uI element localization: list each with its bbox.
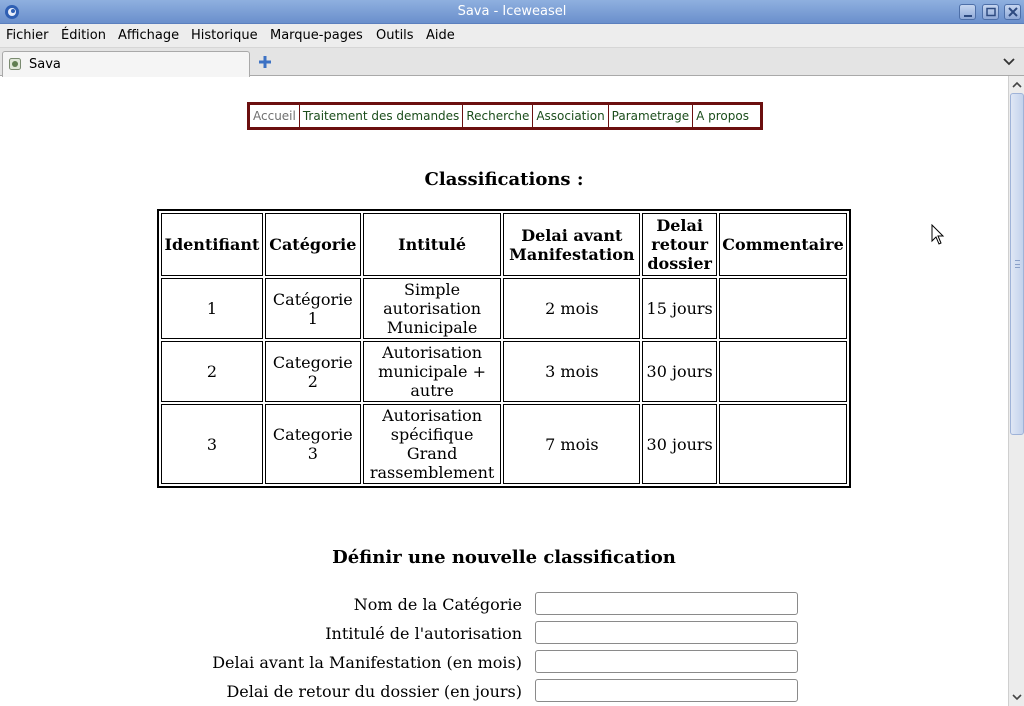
form-row-nom-categorie	[0, 592, 800, 616]
nav-association[interactable]: Association	[533, 105, 608, 127]
intitule-autorisation-input[interactable]	[535, 621, 798, 644]
nav-a-propos[interactable]: A propos	[696, 109, 749, 123]
nav-recherche[interactable]: Recherche	[463, 105, 533, 127]
cell-commentaire	[719, 341, 847, 402]
nav-menu	[247, 102, 763, 130]
nav-parametrage[interactable]: Parametrage	[609, 105, 693, 127]
page-content	[0, 77, 1008, 706]
menu-bar	[0, 24, 1024, 48]
label-delai-retour: Delai de retour du dossier (en jours)	[226, 682, 522, 701]
new-tab-icon[interactable]	[257, 54, 273, 70]
cell-delai-manifestation: 2 mois	[503, 278, 640, 339]
form-row-delai-manifestation	[0, 650, 800, 674]
scroll-down-arrow-icon[interactable]	[1010, 690, 1024, 704]
cell-identifiant: 1	[161, 278, 263, 339]
header-delai-manifestation: Delai avant Manifestation	[503, 213, 640, 276]
nav-traitement-des-demandes[interactable]: Traitement des demandes	[300, 105, 463, 127]
label-intitule-autorisation: Intitulé de l'autorisation	[325, 624, 522, 643]
header-delai-retour: Delai retour dossier	[642, 213, 717, 276]
delai-manifestation-input[interactable]	[535, 650, 798, 673]
close-button[interactable]	[1004, 4, 1021, 20]
scroll-up-arrow-icon[interactable]	[1010, 78, 1024, 92]
header-commentaire: Commentaire	[719, 213, 847, 276]
close-icon	[1007, 7, 1019, 18]
classifications-heading: Classifications :	[424, 169, 584, 190]
classifications-table	[157, 209, 851, 488]
menu-affichage[interactable]: Affichage	[118, 28, 180, 43]
table-row	[161, 341, 847, 402]
menu-edition[interactable]: Édition	[61, 28, 106, 43]
cell-delai-manifestation: 3 mois	[503, 341, 640, 402]
table-row	[161, 278, 847, 339]
menu-fichier[interactable]: Fichier	[6, 28, 49, 43]
minimize-button[interactable]	[959, 4, 976, 20]
cell-delai-retour: 15 jours	[642, 278, 717, 339]
page-favicon-icon	[9, 58, 21, 70]
menu-outils[interactable]: Outils	[376, 28, 414, 43]
nom-categorie-input[interactable]	[535, 592, 798, 615]
tab-bar	[0, 48, 1024, 76]
cell-commentaire	[719, 404, 847, 484]
menu-historique[interactable]: Historique	[191, 28, 258, 43]
table-header-row	[161, 213, 847, 276]
scrollbar-grip-icon	[1015, 260, 1020, 268]
window-title: Sava - Iceweasel	[457, 4, 567, 19]
scrollbar-thumb[interactable]	[1010, 93, 1024, 435]
vertical-scrollbar[interactable]	[1008, 76, 1024, 706]
cell-categorie: Catégorie 1	[265, 278, 361, 339]
table-row	[161, 404, 847, 484]
cell-categorie: Categorie 2	[265, 341, 361, 402]
menu-marque-pages[interactable]: Marque-pages	[270, 28, 363, 43]
header-categorie: Catégorie	[265, 213, 361, 276]
cell-delai-retour: 30 jours	[642, 404, 717, 484]
nav-accueil[interactable]: Accueil	[250, 105, 300, 127]
maximize-icon	[985, 7, 997, 18]
cell-identifiant: 2	[161, 341, 263, 402]
cell-intitule: Simple autorisation Municipale	[363, 278, 502, 339]
label-nom-categorie: Nom de la Catégorie	[353, 595, 522, 614]
tab-sava[interactable]	[2, 51, 250, 77]
tab-label: Sava	[29, 57, 61, 72]
minimize-icon	[962, 7, 974, 18]
cell-identifiant: 3	[161, 404, 263, 484]
mouse-pointer-icon	[931, 224, 945, 246]
header-identifiant: Identifiant	[161, 213, 263, 276]
cell-intitule: Autorisation municipale + autre	[363, 341, 502, 402]
cell-commentaire	[719, 278, 847, 339]
label-delai-manifestation: Delai avant la Manifestation (en mois)	[212, 653, 522, 672]
maximize-button[interactable]	[982, 4, 999, 20]
cell-delai-manifestation: 7 mois	[503, 404, 640, 484]
new-classification-heading: Définir une nouvelle classification	[332, 547, 676, 568]
cell-delai-retour: 30 jours	[642, 341, 717, 402]
menu-aide[interactable]: Aide	[426, 28, 455, 43]
cell-intitule: Autorisation spécifique Grand rassemblement	[363, 404, 502, 484]
form-row-intitule-autorisation	[0, 621, 800, 645]
form-row-delai-retour	[0, 679, 800, 703]
header-intitule: Intitulé	[363, 213, 502, 276]
delai-retour-input[interactable]	[535, 679, 798, 702]
chevron-down-icon[interactable]	[1002, 56, 1016, 68]
cell-categorie: Categorie 3	[265, 404, 361, 484]
window-titlebar	[0, 0, 1024, 24]
